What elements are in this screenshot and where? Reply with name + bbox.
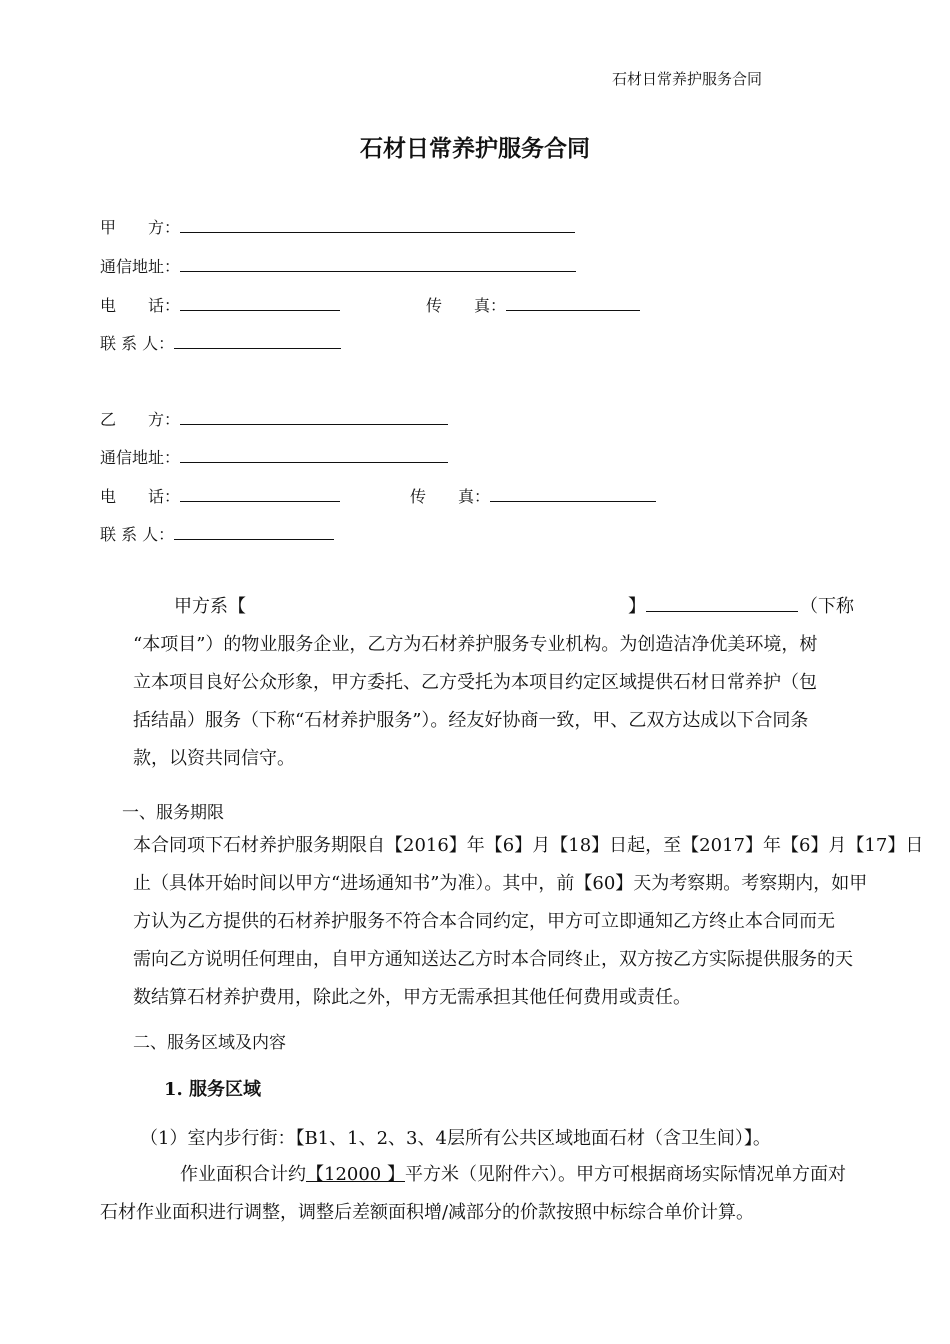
party-b-address-row [100, 445, 448, 468]
intro-line-1-start: 甲方系【 [174, 596, 246, 617]
intro-line-2: “本项目”）的物业服务企业，乙方为石材养护服务专业机构。为创造洁净优美环境，树 [133, 634, 818, 655]
party-a-address-label: 通信地址： [100, 257, 181, 276]
party-b-fax-blank[interactable] [490, 486, 656, 502]
section-2-subheading: 1. 服务区域 [164, 1079, 262, 1100]
party-b-phone-blank[interactable] [180, 486, 340, 502]
party-a-name-label: 甲 方： [100, 218, 181, 237]
party-b-name-label: 乙 方： [100, 410, 181, 429]
work-area-line-2: 石材作业面积进行调整，调整后差额面积增/减部分的价款按照中标综合单价计算。 [100, 1202, 755, 1223]
intro-line-1-close [628, 588, 798, 626]
party-a-fax-label: 传 真： [426, 296, 507, 315]
party-a-name-row [100, 215, 575, 238]
party-a-phone-label: 电 话： [100, 296, 181, 315]
party-b-contact-row [100, 522, 334, 545]
intro-line-5: 款，以资共同信守。 [133, 748, 295, 769]
service-area-item-1: （1）室内步行街：【B1、1、2、3、4层所有公共区域地面石材（含卫生间）】。 [140, 1128, 771, 1149]
intro-line-3: 立本项目良好公众形象，甲方委托、乙方受托为本项目约定区域提供石材日常养护（包 [133, 672, 817, 693]
work-area-suffix: 平方米（见附件六）。甲方可根据商场实际情况单方面对 [404, 1164, 846, 1185]
party-a-address-row [100, 254, 576, 277]
party-a-contact-row [100, 331, 341, 354]
party-a-phone-blank[interactable] [180, 295, 340, 311]
intro-project-blank[interactable] [646, 593, 798, 612]
intro-bracket-close: 】 [628, 596, 646, 617]
party-b-contact-blank[interactable] [174, 524, 334, 540]
intro-line-4: 括结晶）服务（下称“石材养护服务”）。经友好协商一致，甲、乙双方达成以下合同条 [133, 710, 809, 731]
party-b-phone-label: 电 话： [100, 487, 181, 506]
section-1-line-1: 本合同项下石材养护服务期限自【2016】年【6】月【18】日起，至【2017】年【6】月【17】日 [133, 835, 924, 856]
party-b-phone-row [100, 484, 340, 507]
party-a-address-blank[interactable] [180, 256, 576, 272]
party-a-fax-blank[interactable] [506, 295, 640, 311]
intro-line-1-end: （下称 [800, 596, 854, 617]
party-b-address-label: 通信地址： [100, 448, 181, 467]
section-1-line-4: 需向乙方说明任何理由，自甲方通知送达乙方时本合同终止，双方按乙方实际提供服务的天 [133, 949, 853, 970]
work-area-prefix: 作业面积合计约 [180, 1164, 306, 1185]
party-a-contact-label: 联 系 人： [100, 334, 175, 353]
section-2-heading: 二、服务区域及内容 [133, 1033, 286, 1053]
party-a-phone-row [100, 293, 340, 316]
party-a-contact-blank[interactable] [174, 333, 341, 349]
work-area-value: 【12000 】 [306, 1164, 405, 1185]
party-b-name-blank[interactable] [180, 409, 448, 425]
work-area-line-1 [180, 1160, 846, 1186]
section-1-heading: 一、服务期限 [122, 803, 224, 823]
section-1-line-3: 方认为乙方提供的石材养护服务不符合本合同约定，甲方可立即通知乙方终止本合同而无 [133, 911, 835, 932]
party-b-fax-label: 传 真： [410, 487, 491, 506]
party-b-address-blank[interactable] [180, 447, 448, 463]
party-b-contact-label: 联 系 人： [100, 525, 175, 544]
party-b-name-row [100, 407, 448, 430]
section-1-line-5: 数结算石材养护费用，除此之外，甲方无需承担其他任何费用或责任。 [133, 987, 691, 1008]
party-a-name-blank[interactable] [180, 217, 575, 233]
party-a-fax-row [426, 293, 640, 316]
party-b-fax-row [410, 484, 656, 507]
section-1-line-2: 止（具体开始时间以甲方“进场通知书”为准）。其中，前【60】天为考察期。考察期内，如甲 [133, 873, 868, 894]
document-title: 石材日常养护服务合同 [360, 135, 590, 162]
running-header: 石材日常养护服务合同 [612, 70, 763, 88]
